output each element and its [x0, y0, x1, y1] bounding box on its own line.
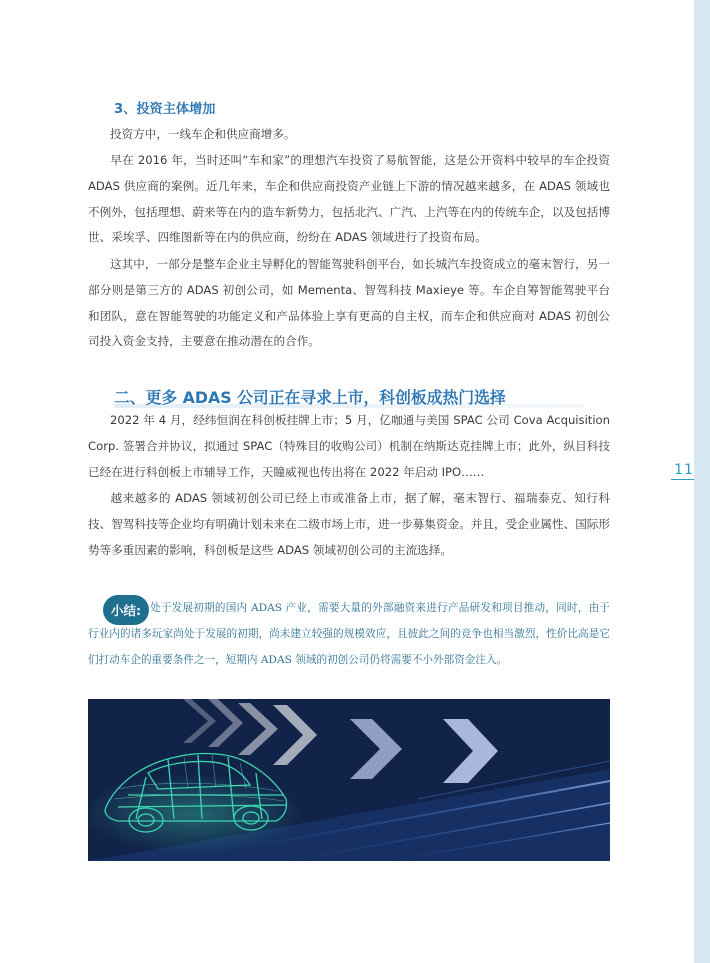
- paragraph-text: 投资方中，一线车企和供应商增多。: [110, 127, 296, 141]
- side-decoration-strip: [694, 0, 710, 963]
- paragraph: [88, 148, 610, 251]
- paragraph: [88, 252, 610, 355]
- paragraph: [88, 486, 610, 563]
- paragraph: [88, 122, 610, 148]
- paragraph-text: 越来越多的 ADAS 领域初创公司已经上市或准备上市，据了解，毫末智行、福瑞泰克、知行科技、智驾科技等企业均有明确计划未来在二级市场上市，进一步募集资金。并且，受企业属性、国际形势等多重因素的影响，科创板是这些 ADAS 领域初创公司的主流选择。: [88, 491, 610, 557]
- summary-text: 处于发展初期的国内 ADAS 产业，需要大量的外部融资来进行产品研发和项目推动，同时，由于行业内的诸多玩家尚处于发展的初期，尚未建立较强的规模效应，且彼此之间的竞争也相当激烈，性价比高是它们打动车企的重要条件之一，短期内 ADAS 领域的初创公司仍将需要不小外部资金注入。: [88, 602, 610, 666]
- wireframe-car-illustration-icon: [88, 699, 610, 861]
- subsection-title: 3、投资主体增加: [114, 102, 216, 117]
- paragraph-text: 2022 年 4 月，经纬恒润在科创板挂牌上市；5 月，亿咖通与美国 SPAC 公司 Cova Acquisition Corp. 签署合并协议，拟通过 SPAC（特殊目的收购公司）机制在纳斯达克挂牌上市；此外，纵目科技已经在进行科创板上市辅导工作，天瞳威视也传出将在 2022 年启动 IPO……: [88, 413, 610, 479]
- paragraph: [88, 408, 610, 485]
- page-number-underline: [671, 479, 694, 480]
- paragraph-text: 这其中，一部分是整车企业主导孵化的智能驾驶科创平台，如长城汽车投资成立的毫末智行，另一部分则是第三方的 ADAS 初创公司，如 Mementa、智驾科技 Maxieye 等。车企自筹智能驾驶平台和团队，意在智能驾驶的功能定义和产品体验上享有更高的自主权，而车企和供应商对 ADAS 初创公司投入资金支持，主要意在推动潜在的合作。: [88, 257, 610, 349]
- summary-badge: 小结:: [103, 595, 149, 625]
- car-illustration: [88, 699, 610, 861]
- summary-box: [88, 590, 698, 676]
- page-number: 11: [674, 462, 694, 478]
- section-title: 二、更多 ADAS 公司正在寻求上市，科创板成热门选择: [114, 388, 506, 407]
- paragraph-text: 早在 2016 年，当时还叫“车和家”的理想汽车投资了易航智能，这是公开资料中较早的车企投资 ADAS 供应商的案例。近几年来，车企和供应商投资产业链上下游的情况越来越多，在 ADAS 领域也不例外，包括理想、蔚来等在内的造车新势力，包括北汽、广汽、上汽等在内的传统车企，以及包括博世、采埃孚、四维图新等在内的供应商，纷纷在 ADAS 领域进行了投资布局。: [88, 153, 610, 245]
